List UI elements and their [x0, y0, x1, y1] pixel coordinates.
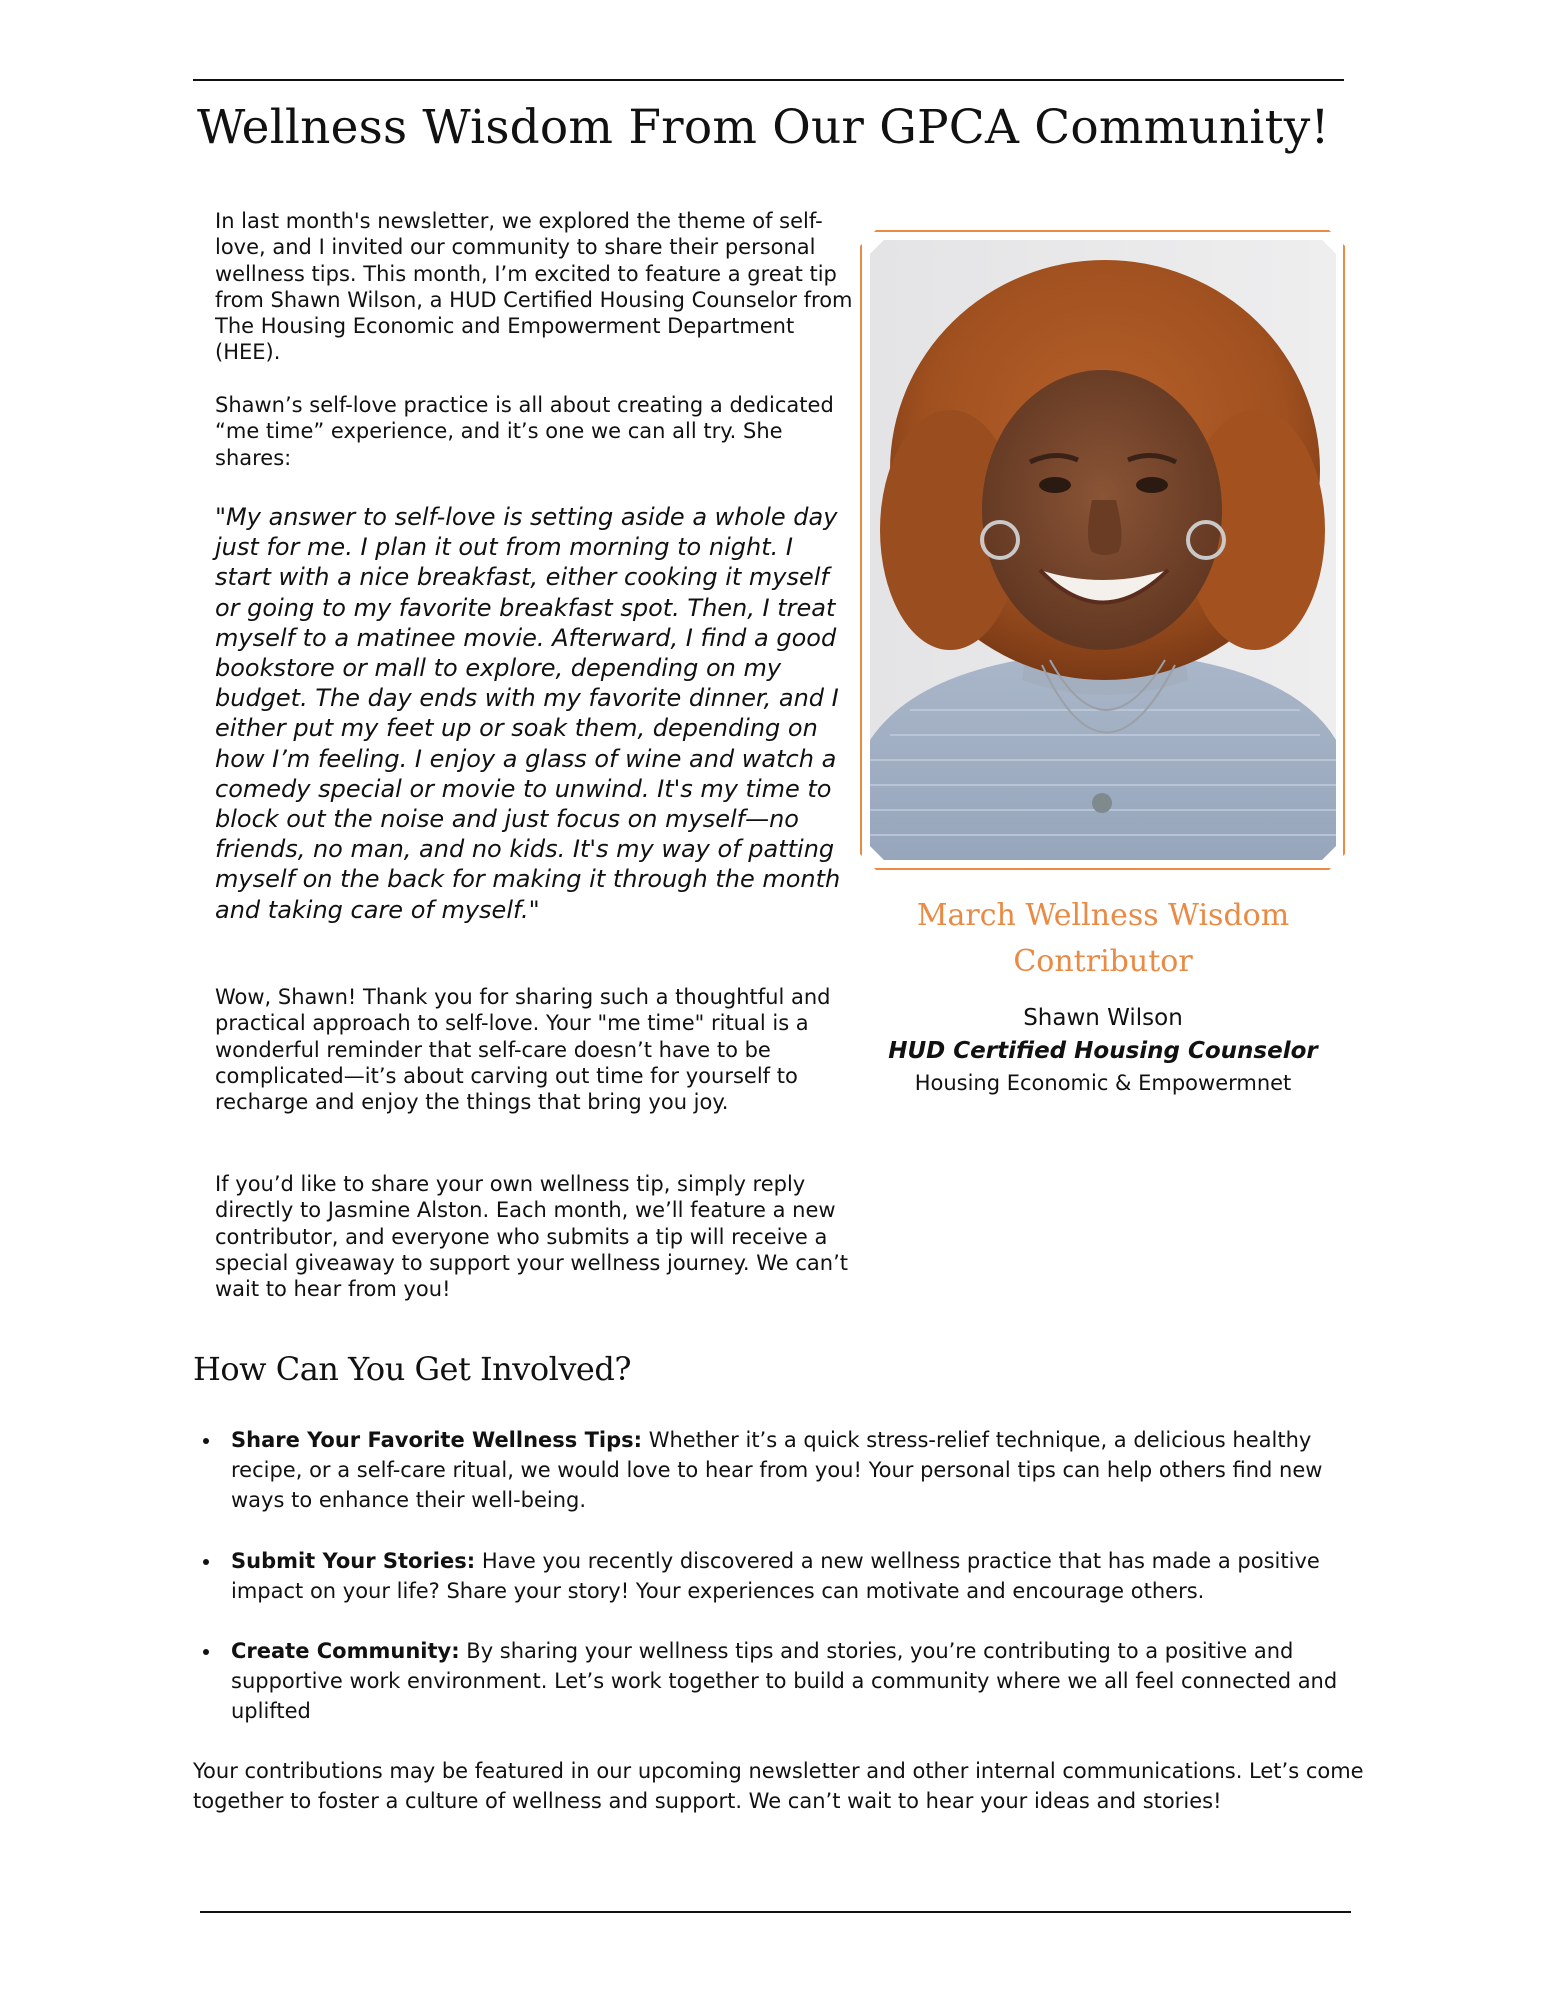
list-item-text: By sharing your wellness tips and stories, you’re contributing to a positive and supportive work environment. Let’s work together to build a community where we all feel connected and uplifted	[231, 1639, 1338, 1724]
list-item	[193, 1546, 1373, 1606]
involvement-heading: How Can You Get Involved?	[193, 1350, 631, 1388]
contributor-heading: March Wellness Wisdom Contributor	[916, 898, 1290, 979]
lead-in-paragraph: Shawn’s self-love practice is all about creating a dedicated “me time” experience, and it’s one we can all try. She shares:	[215, 393, 834, 470]
page-title: Wellness Wisdom From Our GPCA Community!	[197, 100, 1330, 155]
portrait-illustration	[870, 240, 1336, 860]
response-paragraph: Wow, Shawn! Thank you for sharing such a thoughtful and practical approach to self-love. Your "me time" ritual is a wonderful reminder that self-care doesn’t have to be complicated—it’s about carving out time for yourself to recharge and enjoy the things that bring you joy.	[215, 985, 831, 1115]
intro-paragraph: In last month's newsletter, we explored the theme of self-love, and I invited our community to share their personal wellness tips. This month, I’m excited to feature a great tip from Shawn Wilson, a HUD Certified Housing Counselor from The Housing Economic and Empowerment Department (HEE).	[215, 209, 853, 365]
list-item-label: Share Your Favorite Wellness Tips:	[231, 1428, 643, 1452]
contributor-name: Shawn Wilson	[1023, 1005, 1183, 1031]
bottom-divider	[200, 1911, 1351, 1913]
list-item-label: Create Community:	[231, 1639, 460, 1664]
contributor-quote: "My answer to self-love is setting aside a whole day just for me. I plan it out from morning to night. I start with a nice breakfast, either cooking it myself or going to my favorite breakfast spot. Then, I treat myself to a matinee movie. Afterward, I find a good bookstore or mall to explore, depending on my budget. The day ends with my favorite dinner, and I either put my feet up or soak them, depending on how I’m feeling. I enjoy a glass of wine and watch a comedy special or movie to unwind. It's my time to block out the noise and just focus on myself—no friends, no man, and no kids. It's my way of patting myself on the back for making it through the month and taking care of myself."	[215, 503, 841, 924]
top-divider	[193, 79, 1344, 81]
invitation-paragraph: If you’d like to share your own wellness tip, simply reply directly to Jasmine Alston. Each month, we’ll feature a new contributor, and everyone who submits a tip will receive a special giveaway to support your wellness journey. We can’t wait to hear from you!	[215, 1172, 849, 1302]
contributor-photo	[870, 240, 1336, 860]
involvement-list	[193, 1425, 1373, 1757]
list-item-text: Whether it’s a quick stress-relief technique, a delicious healthy recipe, or a self-care ritual, we would love to hear from you! Your personal tips can help others find new ways to enhance their well-being.	[231, 1428, 1323, 1513]
contributor-department: Housing Economic & Empowermnet	[914, 1071, 1292, 1095]
list-item	[193, 1425, 1373, 1516]
list-item	[193, 1636, 1373, 1727]
contributor-role: HUD Certified Housing Counselor	[888, 1038, 1318, 1064]
closing-paragraph: Your contributions may be featured in our upcoming newsletter and other internal communications. Let’s come together to foster a culture of wellness and support. We can’t wait to hear your ideas and stories!	[193, 1759, 1364, 1814]
list-item-text: Have you recently discovered a new wellness practice that has made a positive impact on your life? Share your story! Your experiences can motivate and encourage others.	[231, 1548, 1320, 1603]
list-item-label: Submit Your Stories:	[231, 1548, 476, 1573]
